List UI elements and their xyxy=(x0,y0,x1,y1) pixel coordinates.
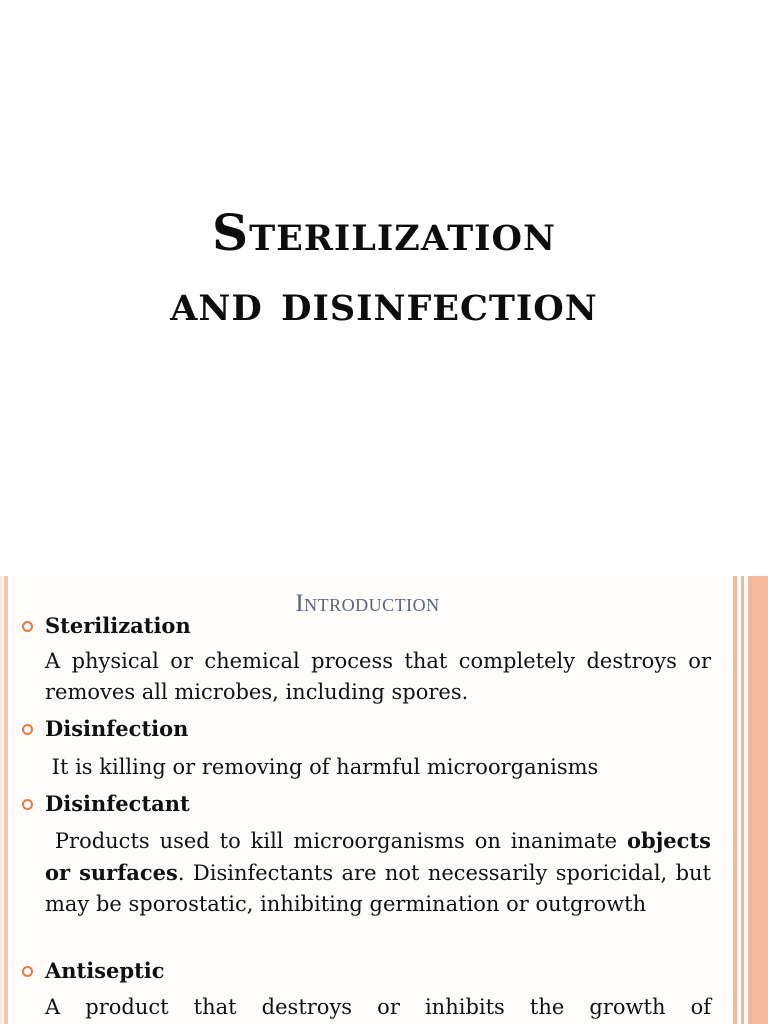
definition-text: A product that destroys or inhibits the growth of xyxy=(45,995,711,1019)
list-item-disinfectant xyxy=(22,790,190,818)
definition-text xyxy=(45,825,711,920)
bullet-icon xyxy=(22,966,33,977)
title-line-2: and disinfection xyxy=(170,273,598,332)
definition-part: Products used to kill microorganisms on inanimate xyxy=(45,829,628,853)
title-line-1: Sterilization xyxy=(212,203,556,262)
definition-emphasis: objects or surfaces xyxy=(45,828,711,885)
list-item-disinfection xyxy=(22,715,188,743)
bullet-icon xyxy=(22,621,33,632)
term-label: Sterilization xyxy=(45,613,191,638)
left-accent-stripe-outer xyxy=(0,576,2,1024)
list-item-sterilization xyxy=(22,612,191,640)
right-accent-stripe-2 xyxy=(741,576,744,1024)
section-heading: Introduction xyxy=(295,590,440,617)
introduction-slide xyxy=(0,576,768,1024)
term-label: Disinfectant xyxy=(45,791,190,816)
slide-title xyxy=(0,198,768,338)
right-accent-stripe-1 xyxy=(733,576,737,1024)
term-label: Disinfection xyxy=(45,716,189,741)
left-accent-stripe xyxy=(4,576,8,1024)
term-label: Antiseptic xyxy=(45,958,165,983)
definition-text: It is killing or removing of harmful microorganisms xyxy=(45,755,599,779)
list-item-antiseptic xyxy=(22,957,165,985)
definition-part: . Disinfectants are not necessarily sporicidal, but may be sporostatic, inhibiting germination or outgrowth xyxy=(45,861,711,916)
bullet-icon xyxy=(22,799,33,810)
right-accent-stripe-3 xyxy=(748,576,768,1024)
bullet-icon xyxy=(22,724,33,735)
definition-text: A physical or chemical process that completely destroys or removes all microbes, including spores. xyxy=(45,649,711,704)
